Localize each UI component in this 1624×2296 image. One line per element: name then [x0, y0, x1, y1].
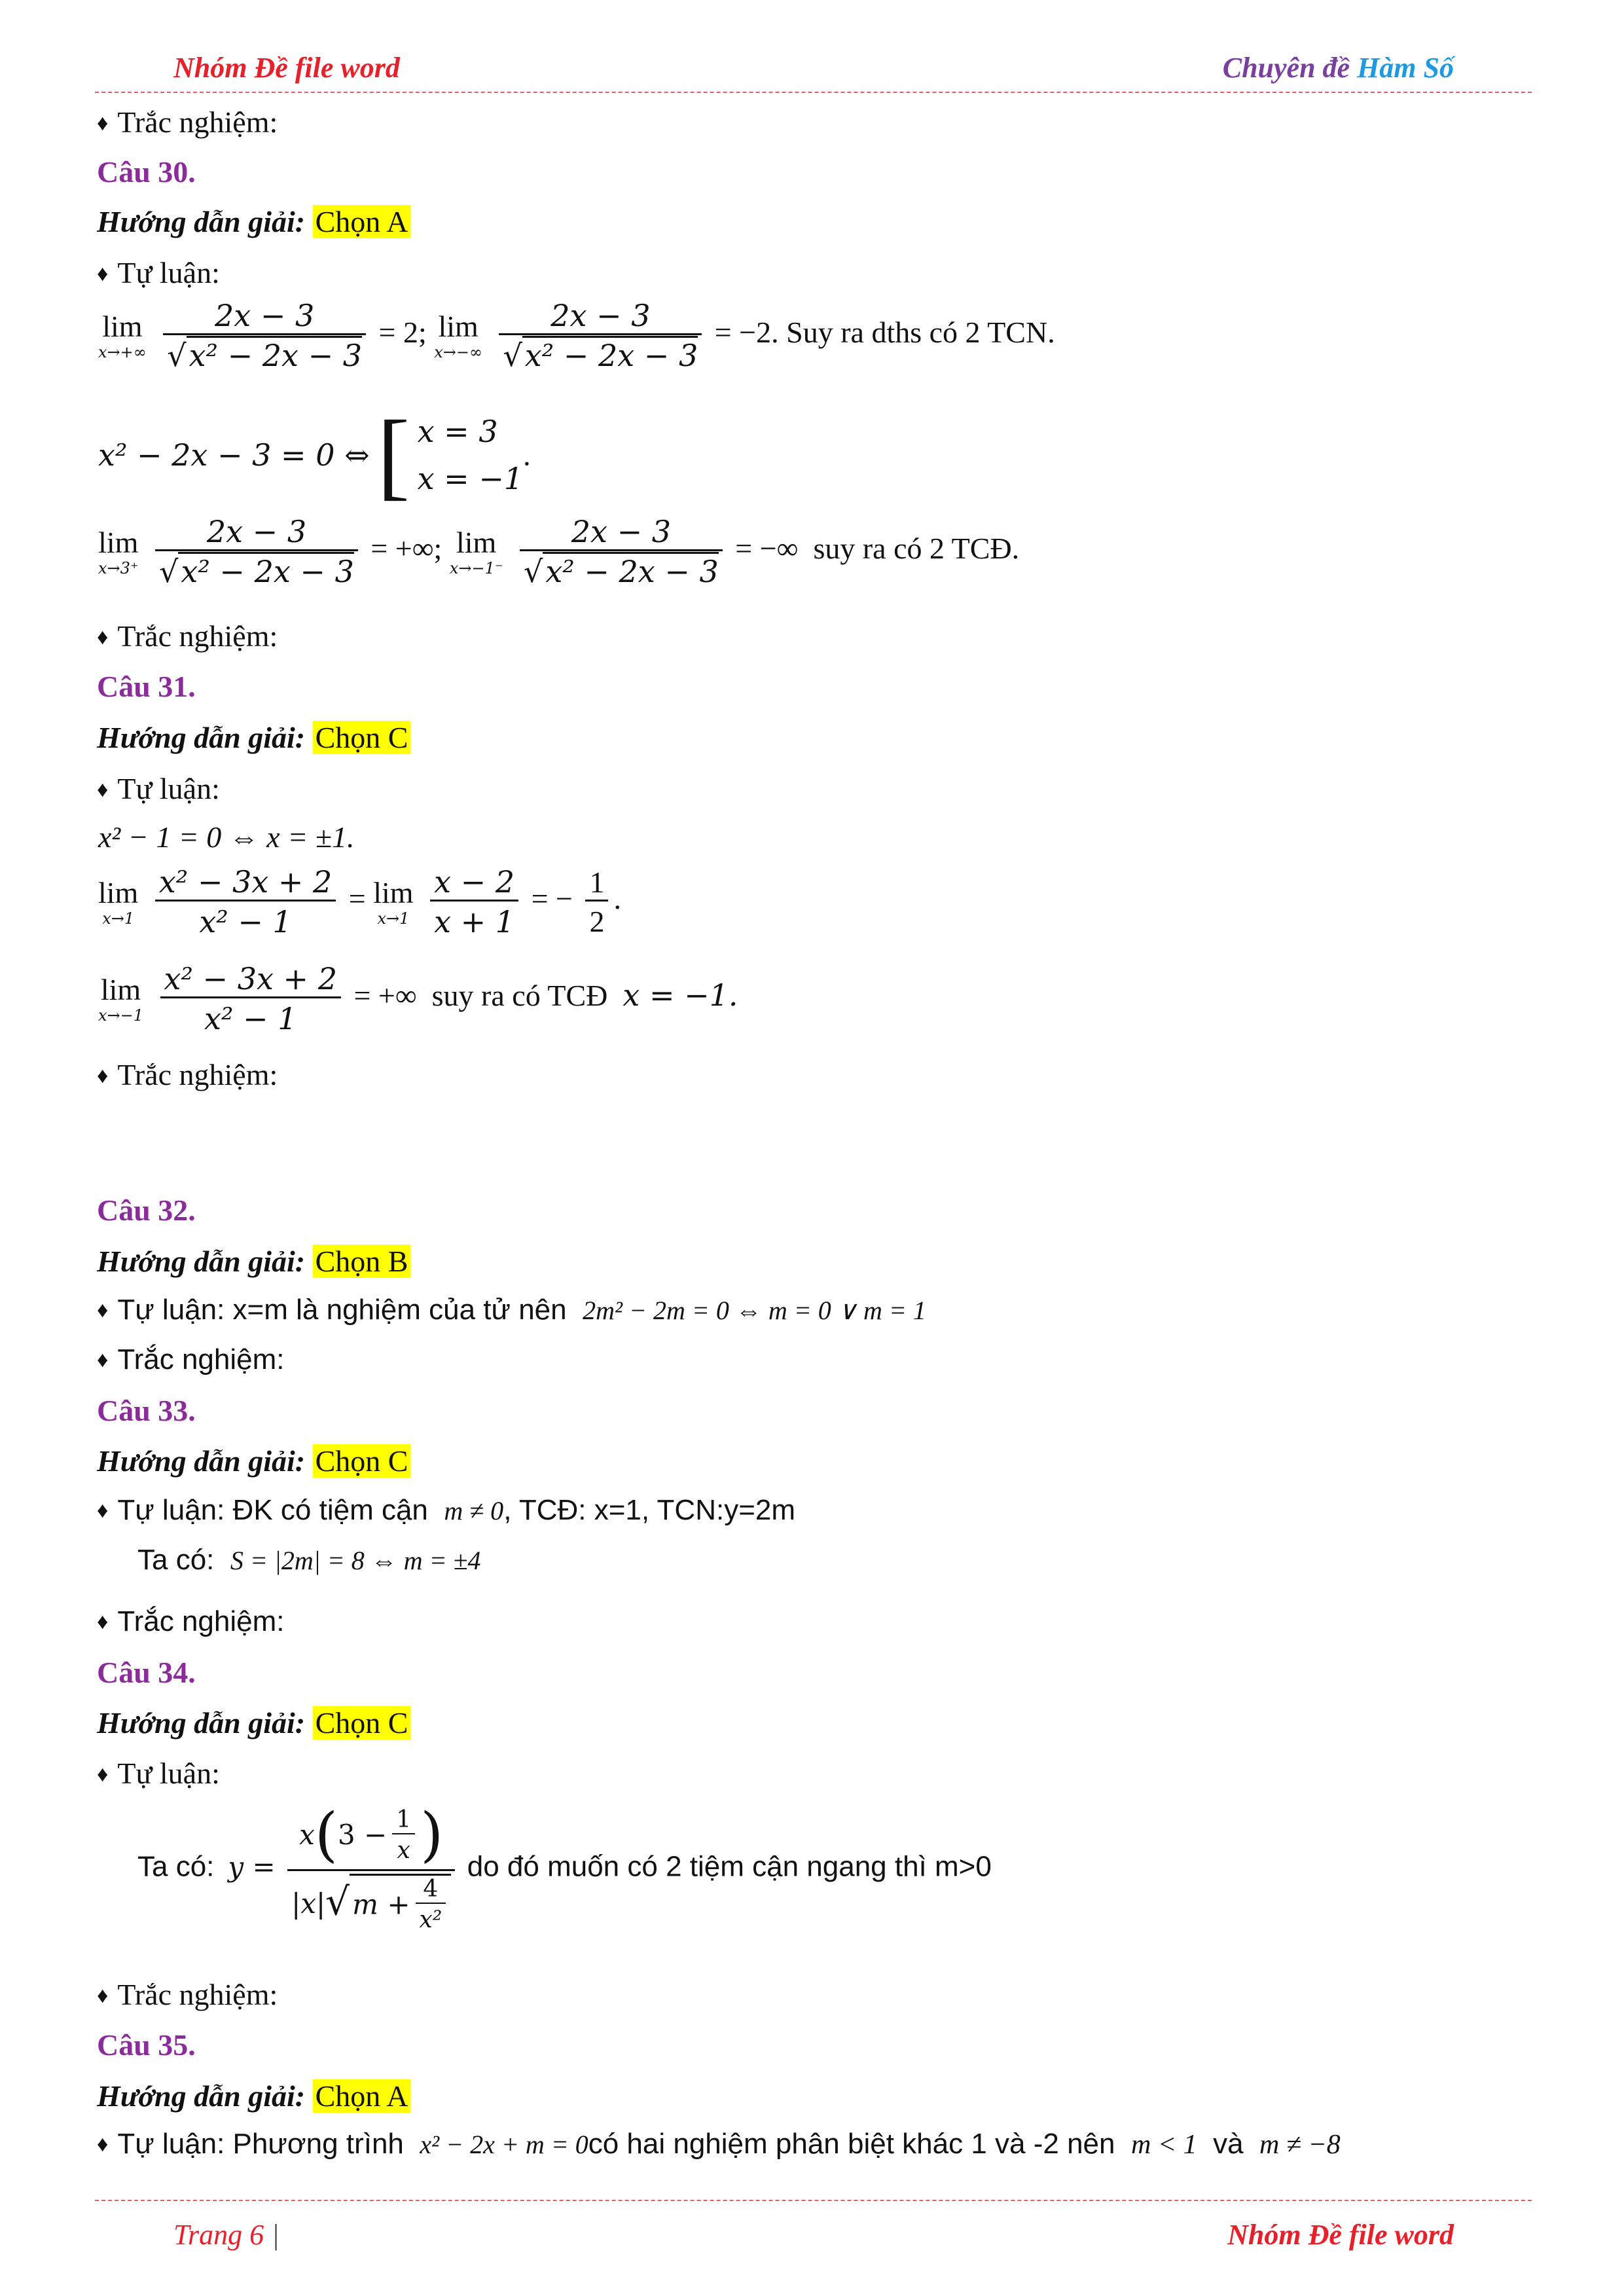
diamond-bullet-icon: ♦	[97, 1609, 109, 1634]
fraction	[430, 864, 518, 939]
period: .	[613, 882, 621, 916]
fraction-denominator: √x² − 2x − 3	[520, 549, 723, 589]
limit-operator: lim x→−∞	[434, 309, 482, 361]
header-divider	[95, 92, 1532, 93]
trac-nghiem-label: Trắc nghiệm:	[117, 1343, 285, 1376]
equals-minus: = −	[531, 882, 573, 916]
equals-sign: =	[348, 882, 366, 916]
diamond-bullet-icon: ♦	[97, 1298, 109, 1322]
fraction	[585, 865, 608, 939]
footer-bar: |	[273, 2219, 279, 2251]
fraction	[499, 298, 702, 373]
header-right-prefix: Chuyên đề	[1222, 52, 1358, 84]
question-32-title: Câu 32.	[97, 1194, 196, 1227]
fraction-denominator: √x² − 2x − 3	[155, 549, 358, 589]
limit-operator: lim x→−1	[98, 972, 144, 1025]
diamond-bullet-icon: ♦	[97, 1347, 109, 1372]
question-30-title: Câu 30.	[97, 155, 196, 189]
trac-nghiem-label: Trắc nghiệm:	[117, 1978, 278, 2011]
fraction-numerator: x² − 3x + 2	[158, 864, 333, 900]
trac-nghiem-line	[97, 619, 278, 653]
inner-denominator: x	[392, 1833, 415, 1864]
sqrt-content	[350, 1874, 451, 1933]
case-2: x = −1	[417, 461, 524, 496]
trac-nghiem-line	[97, 1977, 278, 2012]
sqrt-content: x² − 2x − 3	[522, 336, 698, 373]
footer-divider	[95, 2200, 1532, 2201]
fraction	[155, 514, 358, 589]
footer-right-title: Nhóm Đề file word	[1227, 2219, 1454, 2251]
limit-operator: lim x→−1⁻	[449, 525, 503, 577]
fraction	[155, 864, 336, 939]
diamond-bullet-icon: ♦	[97, 625, 109, 649]
inner-fraction	[416, 1876, 446, 1933]
guide-label: Hướng dẫn giải:	[97, 1444, 306, 1478]
equation-value: = 2;	[378, 316, 427, 350]
q32-tu-luan-line	[97, 1294, 926, 1326]
sqrt-icon: √	[325, 1879, 350, 1924]
limit-subscript: x→1	[102, 909, 135, 928]
question-30-guide	[97, 204, 410, 239]
question-34-guide	[97, 1705, 410, 1740]
fraction-numerator: x − 2	[434, 864, 515, 900]
inner-fraction	[392, 1806, 415, 1864]
equation-value: = +∞	[353, 979, 417, 1013]
question-35-guide	[97, 2079, 410, 2113]
equation-value: = −2	[714, 316, 772, 350]
question-31-guide	[97, 720, 410, 755]
tu-luan-text: Tự luận: x=m là nghiệm của tử nên	[117, 1294, 567, 1326]
fraction-numerator: 1	[589, 866, 605, 899]
diamond-bullet-icon: ♦	[97, 778, 109, 802]
answer-badge: Chọn A	[313, 2079, 411, 2113]
answer-badge: Chọn C	[313, 721, 411, 754]
diamond-bullet-icon: ♦	[97, 1762, 109, 1787]
question-34-title: Câu 34.	[97, 1656, 196, 1689]
tu-luan-line	[97, 255, 220, 290]
main-fraction	[287, 1800, 455, 1933]
main-denominator	[287, 1869, 455, 1933]
fraction-denominator: x + 1	[430, 900, 518, 939]
diamond-bullet-icon: ♦	[97, 1498, 109, 1523]
question-32-guide	[97, 1244, 410, 1279]
answer-badge: Chọn B	[313, 1245, 411, 1278]
trac-nghiem-line	[97, 1057, 278, 1092]
fraction	[160, 961, 341, 1036]
equation-text: . Suy ra dths có 2 TCN.	[771, 316, 1055, 350]
guide-label: Hướng dẫn giải:	[97, 1245, 306, 1278]
limit-operator: lim x→1	[373, 875, 414, 928]
limit-operator: lim x→3⁺	[98, 525, 139, 577]
paren-right: )	[420, 1800, 444, 1869]
ta-co-math: S = |2m| = 8 ⇔ m = ±4	[230, 1546, 481, 1575]
sqrt-content: x² − 2x − 3	[178, 552, 353, 589]
tu-luan-text-3: và	[1213, 2128, 1244, 2160]
fraction-denominator: x² − 1	[155, 900, 336, 939]
fraction-numerator: 2x − 3	[214, 298, 315, 333]
case-list	[418, 408, 524, 502]
header-right-title	[1223, 51, 1454, 84]
fraction-denominator: x² − 1	[160, 996, 341, 1036]
limit-subscript: x→−1	[98, 1006, 144, 1025]
trac-nghiem-label: Trắc nghiệm:	[117, 619, 278, 653]
y-equals: y =	[228, 1851, 276, 1883]
main-numerator	[287, 1800, 455, 1869]
diamond-bullet-icon: ♦	[97, 2132, 109, 2157]
diamond-bullet-icon: ♦	[97, 1984, 109, 2008]
fraction-numerator: x² − 3x + 2	[164, 961, 337, 996]
numerator-inner: 3 −	[337, 1819, 388, 1851]
diamond-bullet-icon: ♦	[97, 111, 109, 136]
tu-luan-math: m ≠ 0	[444, 1496, 504, 1525]
header-left-title: Nhóm Đề file word	[173, 52, 400, 84]
sqrt-content: x² − 2x − 3	[187, 336, 362, 373]
answer-badge: Chọn C	[313, 1444, 411, 1478]
answer-badge: Chọn C	[313, 1706, 411, 1740]
q35-tu-luan-line	[97, 2128, 1341, 2160]
equation-text: suy ra có 2 TCĐ.	[813, 532, 1020, 566]
q31-limit-equation-2	[98, 864, 621, 939]
tu-luan-line	[97, 1756, 220, 1791]
q33-tu-luan-line	[97, 1494, 795, 1527]
ta-co-label: Ta có:	[137, 1850, 215, 1883]
guide-label: Hướng dẫn giải:	[97, 1706, 306, 1740]
tu-luan-text-2: , TCĐ: x=1, TCN:y=2m	[503, 1494, 796, 1526]
period: .	[523, 438, 531, 472]
tu-luan-label: Tự luận:	[117, 256, 220, 289]
question-31-title: Câu 31.	[97, 670, 196, 703]
question-33-guide	[97, 1444, 410, 1478]
equation-text: suy ra có TCĐ	[431, 979, 608, 1013]
inner-numerator: 4	[423, 1876, 439, 1903]
numerator-x: x	[299, 1819, 315, 1851]
abs-x: |x|	[291, 1887, 326, 1920]
q34-text: do đó muốn có 2 tiệm cận ngang thì m>0	[467, 1850, 992, 1883]
footer-page-number	[173, 2218, 279, 2251]
paren-left: (	[314, 1800, 338, 1869]
equation-value: = −∞	[735, 532, 799, 566]
q33-ta-co-line	[137, 1544, 481, 1576]
question-33-title: Câu 33.	[97, 1394, 196, 1427]
tu-luan-math-2: m < 1	[1130, 2130, 1197, 2160]
question-35-title: Câu 35.	[97, 2028, 196, 2062]
fraction	[520, 514, 723, 589]
limit-operator: lim x→1	[98, 875, 139, 928]
fraction-denominator: √x² − 2x − 3	[163, 333, 366, 373]
equation-value: = +∞;	[370, 532, 442, 566]
page-label: Trang 6	[173, 2219, 264, 2251]
tu-luan-text: Tự luận: ĐK có tiệm cận	[117, 1494, 428, 1526]
tu-luan-label: Tự luận:	[117, 1757, 220, 1790]
q30-limit-equation-1	[98, 298, 1055, 373]
limit-subscript: x→+∞	[98, 342, 147, 361]
denominator-inner: m +	[352, 1888, 410, 1921]
q30-equation-2	[98, 401, 531, 509]
fraction-numerator: 2x − 3	[550, 298, 651, 333]
tu-luan-text: Tự luận: Phương trình	[117, 2128, 404, 2160]
fraction	[163, 298, 366, 373]
trac-nghiem-line	[97, 1343, 285, 1376]
limit-subscript: x→3⁺	[98, 558, 139, 577]
q34-equation	[137, 1800, 992, 1933]
bracket-symbol: [	[377, 401, 410, 509]
inner-denominator: x²	[416, 1903, 446, 1933]
fraction-denominator: 2	[585, 900, 608, 939]
inner-numerator: 1	[396, 1806, 412, 1833]
q30-limit-equation-3	[98, 514, 1019, 589]
limit-operator: lim x→+∞	[98, 309, 147, 361]
trac-nghiem-line	[97, 105, 278, 139]
sqrt-content: x² − 2x − 3	[543, 552, 718, 589]
fraction-denominator: √x² − 2x − 3	[499, 333, 702, 373]
header-right-highlight: Hàm Số	[1357, 52, 1454, 84]
guide-label: Hướng dẫn giải:	[97, 205, 306, 238]
guide-label: Hướng dẫn giải:	[97, 721, 306, 754]
fraction-numerator: 2x − 3	[206, 514, 307, 549]
tu-luan-line	[97, 771, 220, 806]
equation-left: x² − 2x − 3 = 0 ⇔	[98, 437, 370, 473]
answer-badge: Chọn A	[313, 205, 411, 238]
equation-tail: x = −1.	[623, 977, 738, 1013]
limit-subscript: x→−1⁻	[449, 558, 503, 577]
tu-luan-math: 2m² − 2m = 0 ⇔ m = 0 ∨ m = 1	[583, 1296, 926, 1325]
limit-subscript: x→−∞	[434, 342, 482, 361]
trac-nghiem-label: Trắc nghiệm:	[117, 1605, 285, 1637]
limit-subscript: x→1	[377, 909, 410, 928]
q31-limit-equation-3	[98, 961, 738, 1036]
trac-nghiem-label: Trắc nghiệm:	[117, 105, 278, 139]
tu-luan-math-3: m ≠ −8	[1259, 2130, 1341, 2160]
diamond-bullet-icon: ♦	[97, 1064, 109, 1088]
tu-luan-text-2: có hai nghiệm phân biệt khác 1 và -2 nên	[588, 2128, 1115, 2160]
q31-equation-1: x² − 1 = 0 ⇔ x = ±1.	[98, 820, 355, 854]
trac-nghiem-line	[97, 1605, 285, 1638]
diamond-bullet-icon: ♦	[97, 262, 109, 286]
guide-label: Hướng dẫn giải:	[97, 2079, 306, 2113]
tu-luan-label: Tự luận:	[117, 772, 220, 805]
fraction-numerator: 2x − 3	[571, 514, 672, 549]
tu-luan-math: x² − 2x + m = 0	[420, 2130, 588, 2159]
case-1: x = 3	[417, 414, 498, 449]
trac-nghiem-label: Trắc nghiệm:	[117, 1058, 278, 1091]
ta-co-label: Ta có:	[137, 1544, 215, 1576]
